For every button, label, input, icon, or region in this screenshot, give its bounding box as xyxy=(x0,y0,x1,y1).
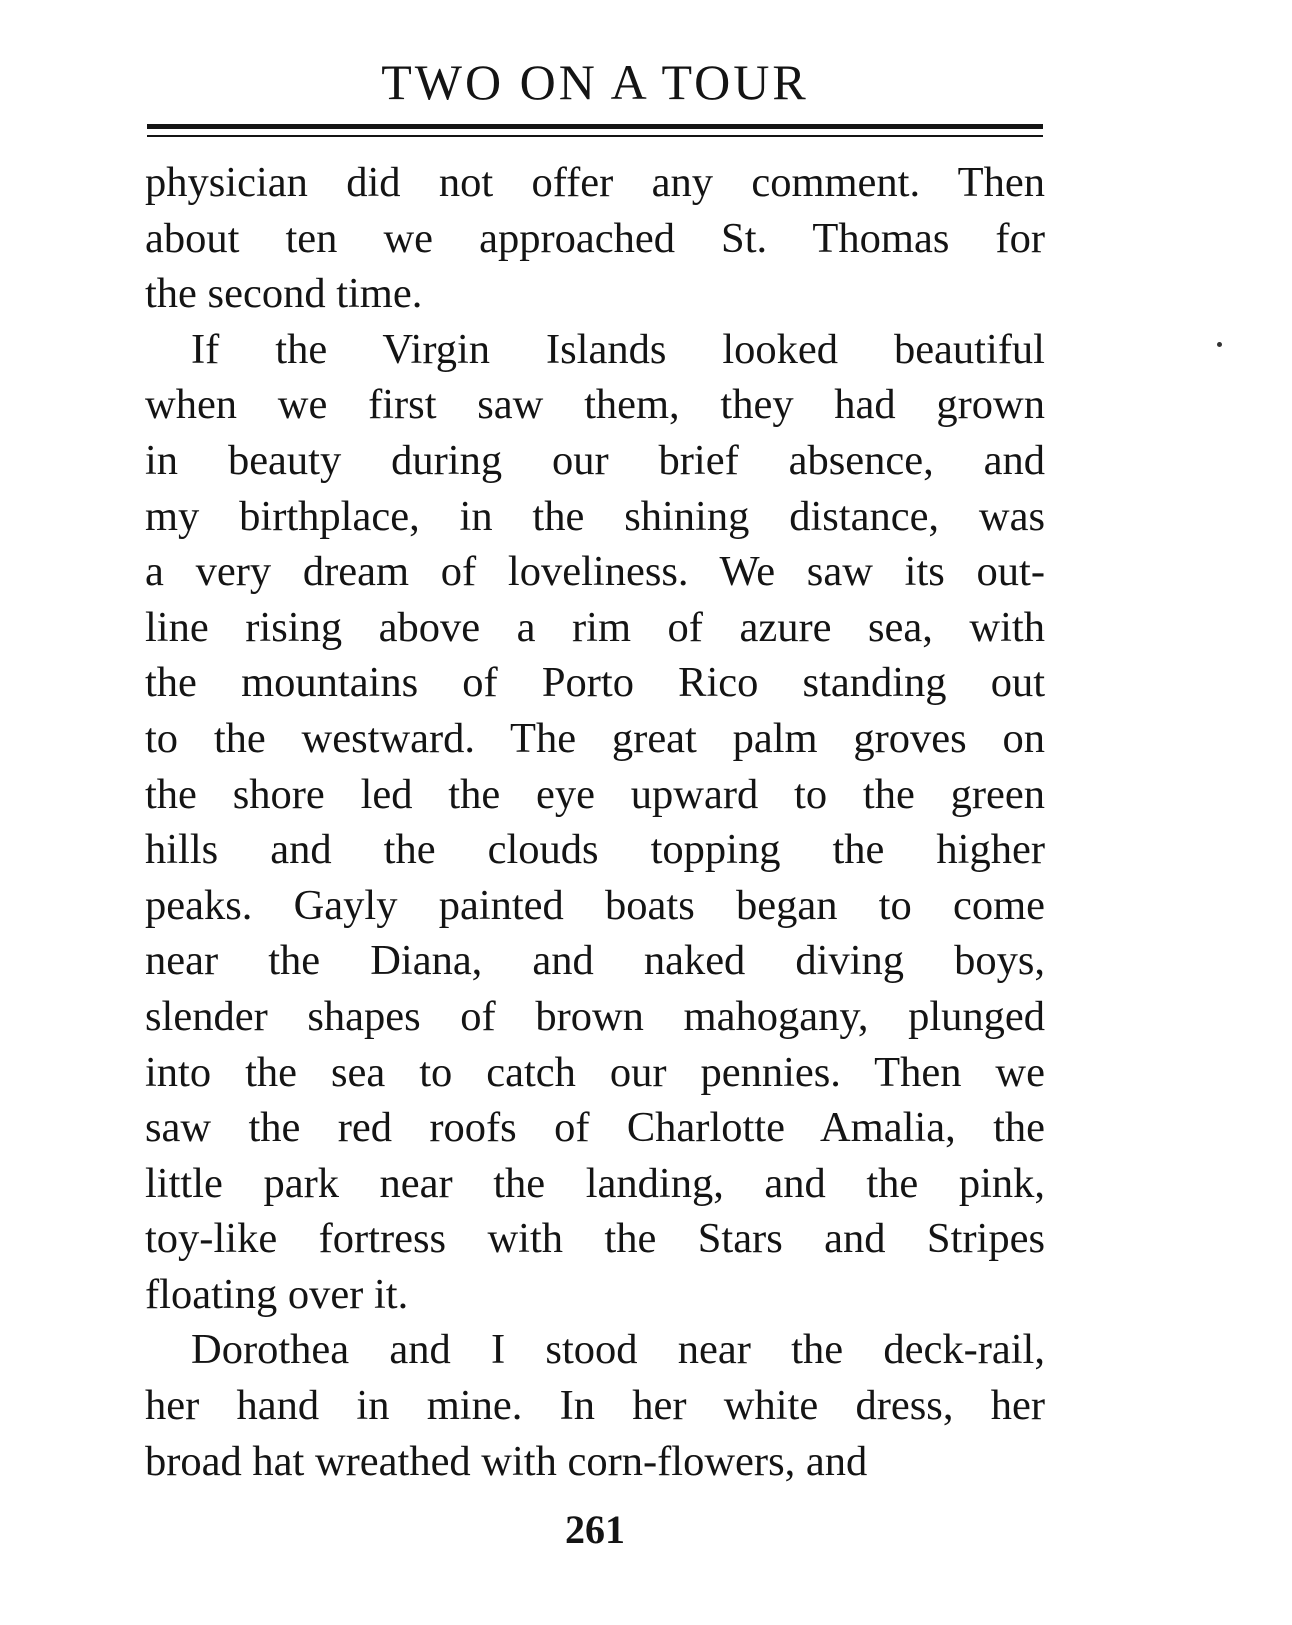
text-line: slender shapes of brown mahogany, plunged xyxy=(145,992,1045,1040)
text-line: Dorothea and I stood near the deck-rail, xyxy=(191,1326,1045,1374)
text-line: the mountains of Porto Rico standing out xyxy=(145,659,1045,707)
text-line: the shore led the eye upward to the green xyxy=(145,770,1045,818)
paragraph xyxy=(145,1322,1045,1489)
text-line: in beauty during our brief absence, and xyxy=(145,436,1045,484)
text-line: her hand in mine. In her white dress, her xyxy=(145,1382,1045,1430)
paragraph xyxy=(145,322,1045,1323)
text-line: line rising above a rim of azure sea, with xyxy=(145,603,1045,651)
header-rule-thin xyxy=(147,135,1043,137)
text-line: near the Diana, and naked diving boys, xyxy=(145,937,1045,985)
text-line: about ten we approached St. Thomas for xyxy=(145,214,1045,262)
text-line: floating over it. xyxy=(145,1270,409,1318)
text-line: to the westward. The great palm groves on xyxy=(145,714,1045,762)
text-line: a very dream of loveliness. We saw its out- xyxy=(145,548,1045,596)
text-line: toy-like fortress with the Stars and Stripes xyxy=(145,1215,1045,1263)
text-line: the second time. xyxy=(145,270,423,318)
page-number: 261 xyxy=(565,1507,625,1552)
text-line: peaks. Gayly painted boats began to come xyxy=(145,881,1045,929)
body-text xyxy=(145,155,1045,1489)
text-line: when we first saw them, they had grown xyxy=(145,381,1045,429)
text-line: hills and the clouds topping the higher xyxy=(145,826,1045,874)
text-line: saw the red roofs of Charlotte Amalia, the xyxy=(145,1104,1045,1152)
text-line: little park near the landing, and the pink, xyxy=(145,1159,1045,1207)
text-line: my birthplace, in the shining distance, was xyxy=(145,492,1045,540)
text-line: broad hat wreathed with corn-flowers, and xyxy=(145,1437,868,1485)
header-rule-thick xyxy=(147,124,1043,129)
text-line: physician did not offer any comment. Then xyxy=(145,159,1045,206)
paragraph xyxy=(145,155,1045,322)
text-line: into the sea to catch our pennies. Then we xyxy=(145,1048,1045,1096)
text-line: If the Virgin Islands looked beautiful xyxy=(191,325,1045,373)
running-head: TWO ON A TOUR xyxy=(381,54,809,110)
print-speck xyxy=(1217,342,1222,347)
